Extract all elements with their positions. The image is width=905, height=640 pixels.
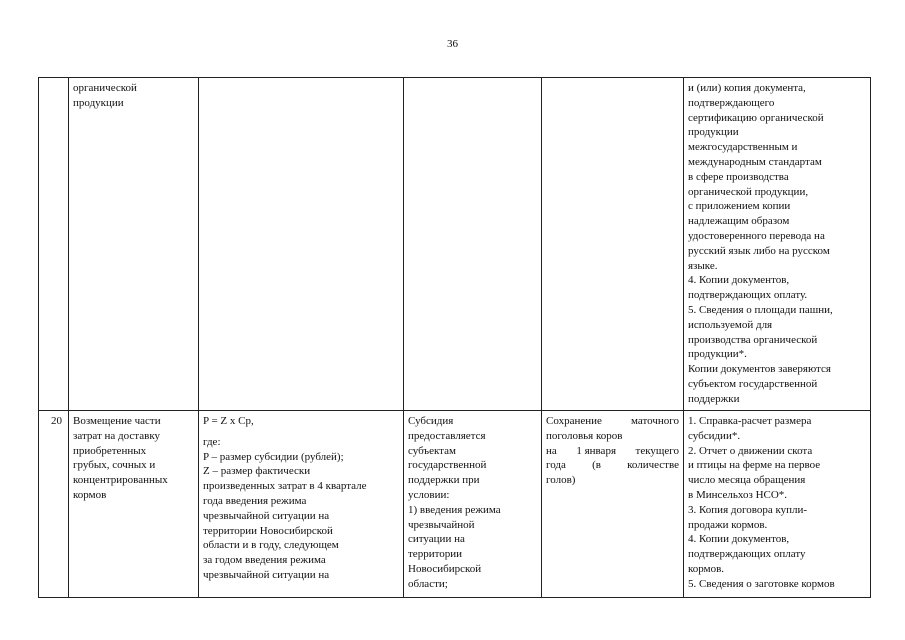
text-line: чрезвычайной bbox=[408, 518, 475, 531]
word: (в bbox=[592, 459, 601, 472]
text-line: 5. Сведения о заготовке кормов bbox=[688, 577, 835, 590]
text-line: области и в году, следующем bbox=[203, 539, 339, 552]
text-line: продукции bbox=[688, 126, 739, 139]
text-line: ситуации на bbox=[408, 533, 465, 546]
row-number-cell: 20 bbox=[39, 411, 69, 598]
text-line: поголовья коров bbox=[546, 429, 623, 442]
result-indicator-cell bbox=[542, 78, 684, 411]
text-line: приобретенных bbox=[73, 444, 147, 457]
text-line: поддержки bbox=[688, 392, 740, 405]
word: на bbox=[546, 444, 557, 457]
text-line: 4. Копии документов, bbox=[688, 274, 790, 287]
text-line: надлежащим образом bbox=[688, 215, 790, 228]
text-line: используемой для bbox=[688, 318, 773, 331]
text-line: P – размер субсидии (рублей); bbox=[203, 450, 344, 463]
formula-cell bbox=[199, 78, 404, 411]
text-line: 1. Справка-расчет размера bbox=[688, 415, 812, 427]
word: текущего bbox=[635, 444, 679, 457]
text-line: кормов. bbox=[688, 562, 725, 575]
text-line: 2. Отчет о движении скота bbox=[688, 444, 813, 457]
row-number-cell bbox=[39, 78, 69, 411]
text-line: продукции bbox=[73, 96, 124, 109]
text-line: поддержки при bbox=[408, 474, 480, 487]
documents-cell bbox=[684, 411, 871, 598]
text-line: число месяца обращения bbox=[688, 474, 806, 487]
text-line: 5. Сведения о площади пашни, bbox=[688, 303, 833, 316]
text-line bbox=[546, 458, 679, 473]
text-line: условии: bbox=[408, 488, 450, 501]
text-line: года введения режима bbox=[203, 494, 307, 507]
text-line: Субсидия bbox=[408, 415, 454, 427]
table-row bbox=[39, 411, 871, 598]
text-line: в сфере производства bbox=[688, 170, 789, 183]
text-line: грубых, сочных и bbox=[73, 459, 156, 472]
text-line: за годом введения режима bbox=[203, 554, 326, 567]
text-line: субсидии*. bbox=[688, 429, 741, 442]
text-line: русский язык либо на русском bbox=[688, 244, 830, 257]
table-row bbox=[39, 78, 871, 411]
text-line: подтверждающих оплату. bbox=[688, 289, 808, 302]
measure-name-cell bbox=[69, 411, 199, 598]
text-line: произведенных затрат в 4 квартале bbox=[203, 480, 367, 493]
text-line: чрезвычайной ситуации на bbox=[203, 568, 330, 581]
text-line: межгосударственным и bbox=[688, 141, 798, 154]
text-line: подтверждающих оплату bbox=[688, 548, 806, 561]
text-line: 4. Копии документов, bbox=[688, 533, 790, 546]
text-line: голов) bbox=[546, 474, 576, 487]
result-indicator-cell bbox=[542, 411, 684, 598]
text-line: Возмещение части bbox=[73, 415, 161, 427]
text-line: сертификацию органической bbox=[688, 111, 824, 124]
conditions-cell bbox=[404, 411, 542, 598]
text-line: территории bbox=[408, 548, 463, 561]
text-line: подтверждающего bbox=[688, 96, 775, 109]
text-line: затрат на доставку bbox=[73, 429, 161, 442]
formula-text: P = Z x Cp, bbox=[203, 415, 254, 427]
text-line: где: bbox=[203, 435, 221, 448]
text-line bbox=[546, 444, 679, 459]
text-line: органической bbox=[73, 82, 137, 94]
word: маточного bbox=[630, 415, 679, 427]
word: года bbox=[546, 459, 566, 472]
text-line: с приложением копии bbox=[688, 200, 791, 213]
subsidy-table bbox=[38, 77, 871, 598]
text-line: кормов bbox=[73, 488, 107, 501]
documents-cell bbox=[684, 78, 871, 411]
text-line: языке. bbox=[688, 259, 718, 272]
text-line: субъектам bbox=[408, 444, 456, 457]
text-line: государственной bbox=[408, 459, 487, 472]
text-line: области; bbox=[408, 577, 448, 590]
text-line: 3. Копия договора купли- bbox=[688, 503, 808, 516]
text-line: продукции*. bbox=[688, 348, 747, 361]
page-number: 36 bbox=[447, 38, 458, 50]
text-line: международным стандартам bbox=[688, 155, 822, 168]
text-line: Новосибирской bbox=[408, 562, 482, 575]
text-line: 1) введения режима bbox=[408, 503, 501, 516]
text-line: и птицы на ферме на первое bbox=[688, 459, 821, 472]
text-line: органической продукции, bbox=[688, 185, 809, 198]
text-line: продажи кормов. bbox=[688, 518, 768, 531]
text-line: удостоверенного перевода на bbox=[688, 229, 825, 242]
text-line: концентрированных bbox=[73, 474, 168, 487]
text-line: Z – размер фактически bbox=[203, 465, 311, 478]
text-line: чрезвычайной ситуации на bbox=[203, 509, 330, 522]
text-line: территории Новосибирской bbox=[203, 524, 333, 537]
formula-cell bbox=[199, 411, 404, 598]
text-line: производства органической bbox=[688, 333, 818, 346]
text-line: Копии документов заверяются bbox=[688, 363, 831, 376]
measure-name-cell bbox=[69, 78, 199, 411]
word: количестве bbox=[627, 459, 679, 472]
word: Сохранение bbox=[546, 415, 602, 427]
text-line bbox=[546, 414, 679, 429]
text-line: предоставляется bbox=[408, 429, 486, 442]
text-line: в Минсельхоз НСО*. bbox=[688, 488, 788, 501]
text-line: субъектом государственной bbox=[688, 377, 818, 390]
conditions-cell bbox=[404, 78, 542, 411]
text-line: и (или) копия документа, bbox=[688, 82, 806, 94]
word: 1 января bbox=[576, 444, 616, 457]
